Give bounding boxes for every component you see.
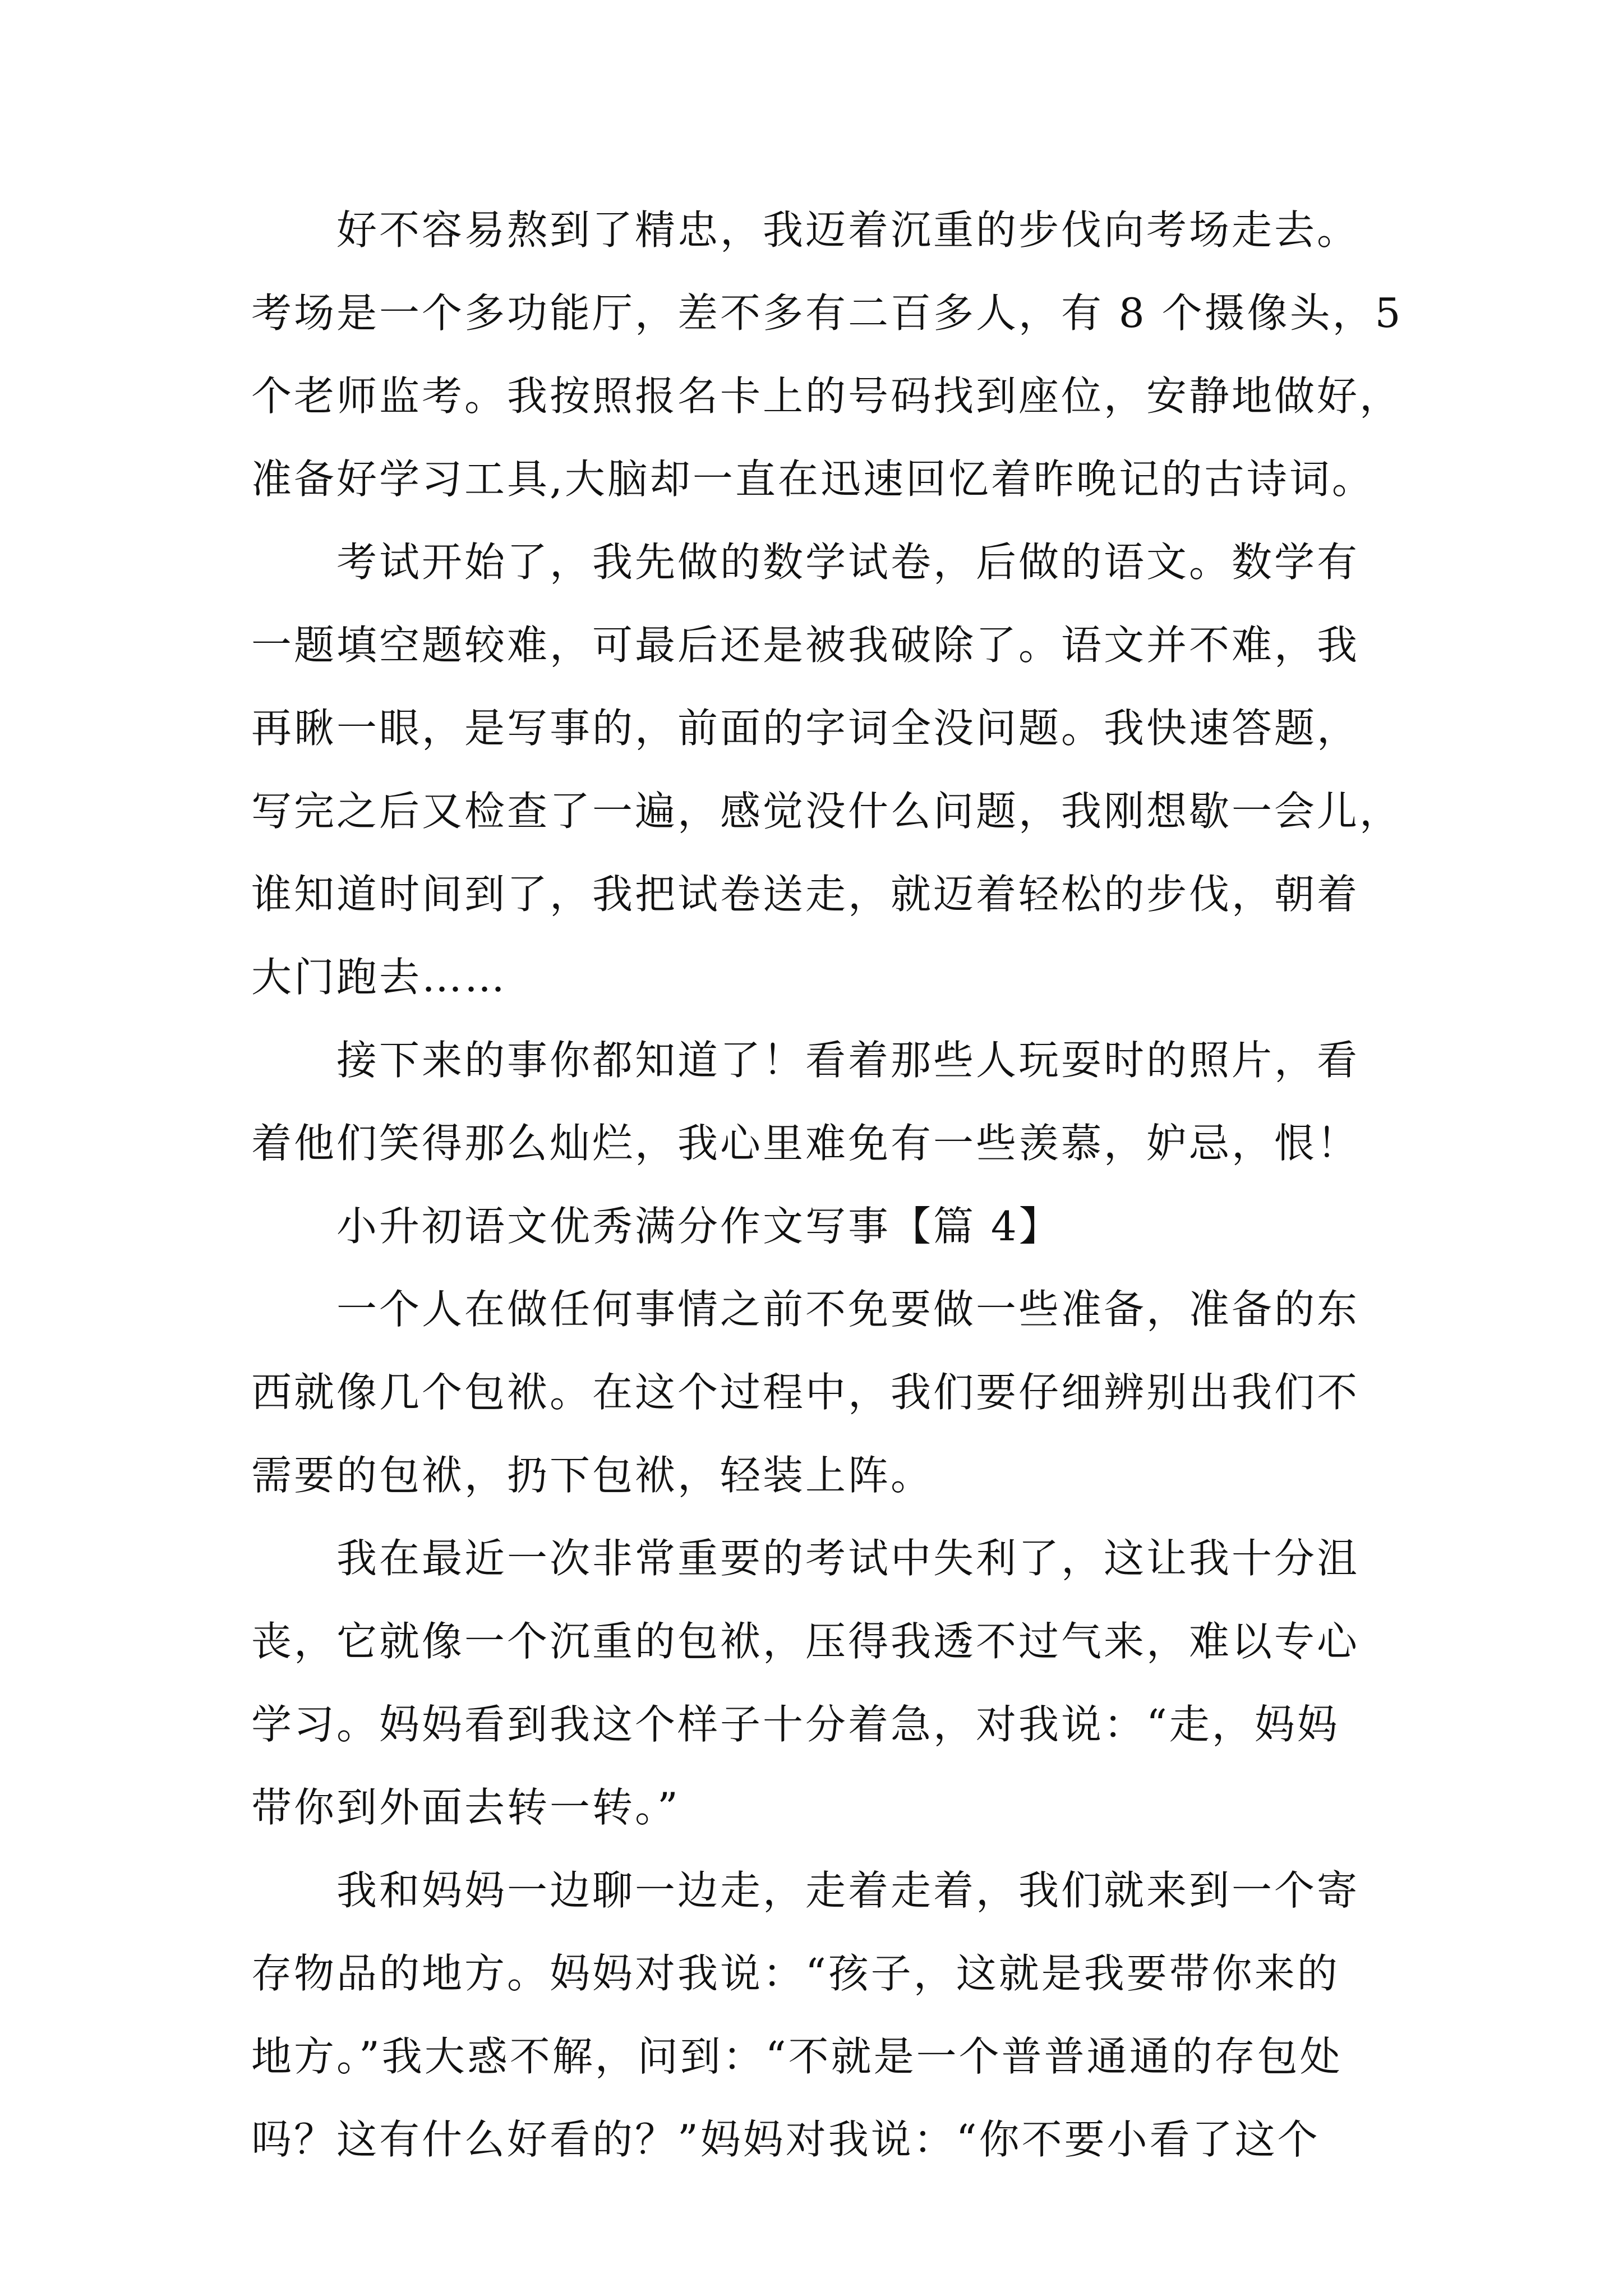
text-line: 学习。妈妈看到我这个样子十分着急，对我说：“走，妈妈 — [251, 1701, 1340, 1748]
text-line: 个老师监考。我按照报名卡上的号码找到座位，安静地做好， — [251, 372, 1403, 420]
text-line: 好不容易熬到了精忠，我迈着沉重的步伐向考场走去。 — [336, 206, 1360, 254]
text-line: 存物品的地方。妈妈对我说：“孩子，这就是我要带你来的 — [251, 1950, 1340, 1997]
text-line: 再瞅一眼，是写事的，前面的字词全没问题。我快速答题， — [251, 705, 1360, 752]
text-line: 谁知道时间到了，我把试卷送走，就迈着轻松的步伐，朝着 — [251, 871, 1360, 918]
text-line: 大门跑去…… — [251, 954, 508, 1001]
text-line: 西就像几个包袱。在这个过程中，我们要仔细辨别出我们不 — [251, 1369, 1360, 1416]
text-line: 需要的包袱，扔下包袱，轻装上阵。 — [251, 1452, 934, 1499]
text-line: 我在最近一次非常重要的考试中失利了，这让我十分沮 — [336, 1535, 1360, 1582]
text-line: 考场是一个多功能厅，差不多有二百多人，有 8 个摄像头，5 — [251, 289, 1403, 337]
text-line: 一个人在做任何事情之前不免要做一些准备，准备的东 — [336, 1286, 1360, 1333]
text-line: 丧，它就像一个沉重的包袱，压得我透不过气来，难以专心 — [251, 1618, 1360, 1665]
text-line: 准备好学习工具,大脑却一直在迅速回忆着昨晚记的古诗词。 — [251, 455, 1375, 503]
text-line: 一题填空题较难，可最后还是被我破除了。语文并不难，我 — [251, 622, 1360, 669]
text-line: 我和妈妈一边聊一边走，走着走着，我们就来到一个寄 — [336, 1867, 1360, 1914]
text-line: 吗？这有什么好看的？”妈妈对我说：“你不要小看了这个 — [251, 2116, 1320, 2163]
text-line: 地方。”我大惑不解，问到：“不就是一个普普通通的存包处 — [251, 2033, 1343, 2080]
text-line: 写完之后又检查了一遍，感觉没什么问题，我刚想歇一会儿， — [251, 788, 1403, 835]
text-line: 着他们笑得那么灿烂，我心里难免有一些羡慕，妒忌，恨！ — [251, 1120, 1360, 1167]
text-line: 考试开始了，我先做的数学试卷，后做的语文。数学有 — [336, 539, 1360, 586]
section-heading: 小升初语文优秀满分作文写事【篇 4】 — [336, 1203, 1062, 1250]
text-line: 带你到外面去转一转。” — [251, 1784, 680, 1831]
text-line: 接下来的事你都知道了！看着那些人玩耍时的照片，看 — [336, 1037, 1360, 1084]
